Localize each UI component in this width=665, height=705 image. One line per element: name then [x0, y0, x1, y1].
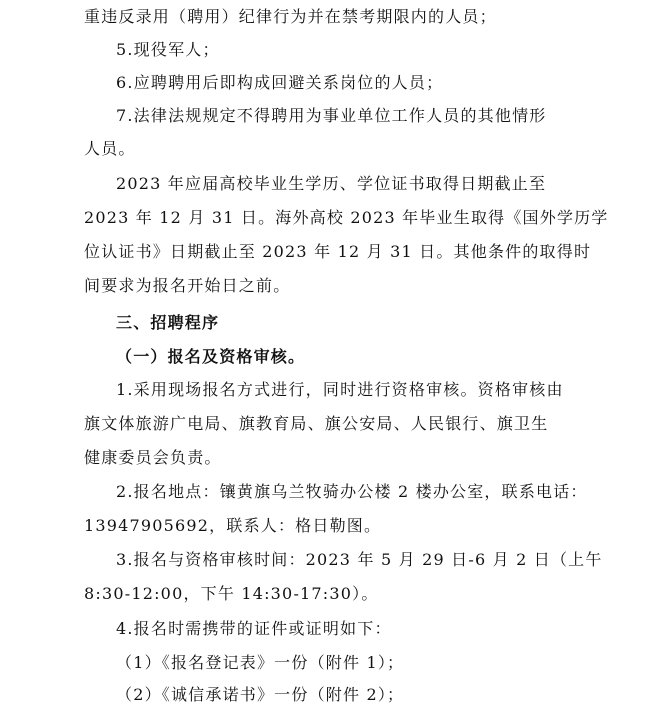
paragraph-line: 位认证书》日期截止至 2023 年 12 月 31 日。其他条件的取得时: [84, 242, 592, 261]
list-item: 7.法律法规规定不得聘用为事业单位工作人员的其他情形: [116, 106, 547, 125]
paragraph-line: 健康委员会负责。: [84, 448, 222, 467]
paragraph-line: 3.报名与资格审核时间：2023 年 5 月 29 日-6 月 2 日（上午: [116, 550, 603, 569]
paragraph-line: 重违反录用（聘用）纪律行为并在禁考期限内的人员；: [84, 7, 497, 26]
paragraph-line: 8:30-12:00，下午 14:30-17:30）。: [84, 584, 379, 603]
subsection-heading: （一）报名及资格审核。: [116, 347, 306, 366]
paragraph-line: 人员。: [84, 139, 136, 158]
paragraph-line: 间要求为报名开始日之前。: [84, 276, 291, 295]
paragraph-line: 4.报名时需携带的证件或证明如下：: [116, 619, 392, 638]
section-heading: 三、招聘程序: [116, 313, 220, 332]
list-item: （2）《诚信承诺书》一份（附件 2）；: [116, 685, 405, 704]
paragraph-line: 1.采用现场报名方式进行，同时进行资格审核。资格审核由: [116, 380, 564, 399]
list-item: （1）《报名登记表》一份（附件 1）；: [116, 653, 405, 672]
list-item: 6.应聘聘用后即构成回避关系岗位的人员；: [116, 73, 444, 92]
paragraph-line: 2023 年应届高校毕业生学历、学位证书取得日期截止至: [116, 174, 547, 193]
list-item: 5.现役军人；: [116, 40, 220, 59]
paragraph-line: 旗文体旅游广电局、旗教育局、旗公安局、人民银行、旗卫生: [84, 414, 549, 433]
paragraph-line: 2023 年 12 月 31 日。海外高校 2023 年毕业生取得《国外学历学: [84, 208, 609, 227]
paragraph-line: 13947905692，联系人：格日勒图。: [84, 516, 382, 535]
paragraph-line: 2.报名地点：镶黄旗乌兰牧骑办公楼 2 楼办公室，联系电话：: [116, 482, 588, 501]
